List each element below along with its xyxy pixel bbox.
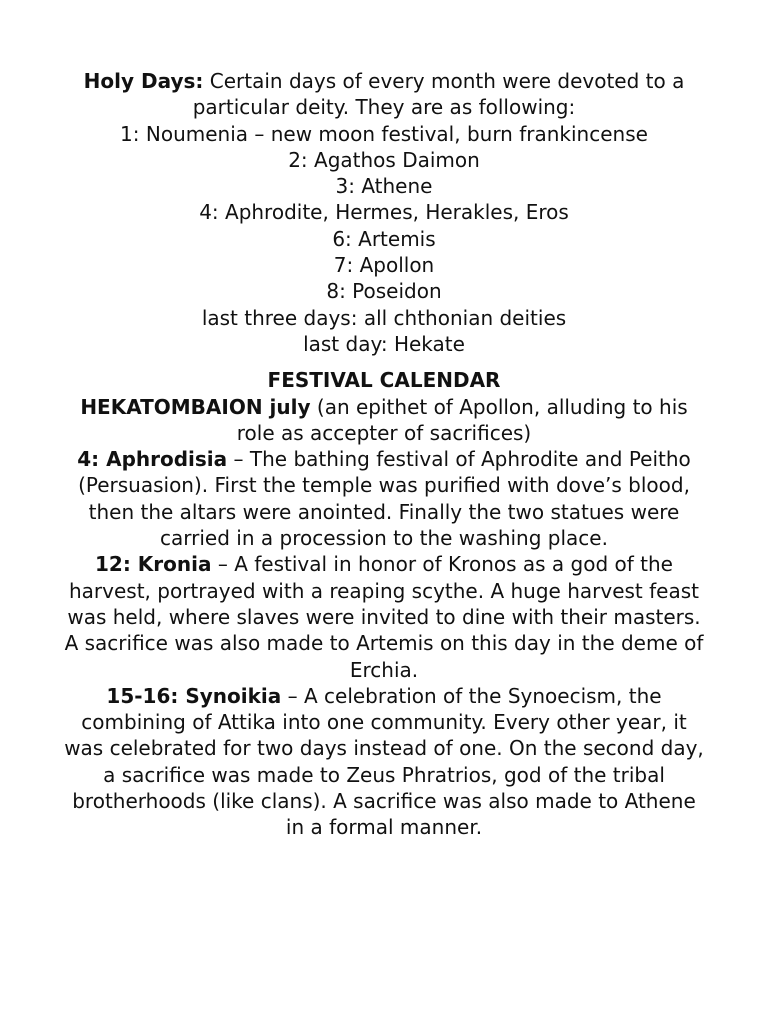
holy-day-item: 7: Apollon [333, 253, 435, 278]
festival-synoikia [60, 683, 708, 841]
holy-day-item: 4: Aphrodite, Hermes, Herakles, Eros [199, 200, 569, 225]
festival-text: – A celebration of the Synoecism, the combining of Attika into one community. Every other year, it was celebrated for two days instead of one. On the second day, a sacrifice was made to Zeus Phratrios, god of the tribal brotherhoods (like clans). A sacrifice was also made to Athene in a formal manner. [64, 683, 704, 840]
holy-days-intro-text: Certain days of every month were devoted to a particular deity. They are as following: [192, 69, 685, 120]
festival-text: – A festival in honor of Kronos as a god of the harvest, portrayed with a reaping scythe. A huge harvest feast was held, where slaves were invited to dine with their masters. A sacrifice was also made to Artemis on this day in the deme of Erchia. [64, 552, 704, 682]
festival-aphrodisia [60, 446, 708, 551]
festival-title: 4: Aphrodisia [77, 447, 228, 472]
festival-title: 15-16: Synoikia [106, 683, 282, 708]
holy-day-item: 6: Artemis [332, 226, 436, 251]
festival-kronia [60, 551, 708, 682]
month-note: (an epithet of Apollon, alluding to his role as accepter of sacrifices) [236, 394, 688, 445]
holy-day-item: last day: Hekate [303, 331, 465, 356]
calendar-heading: FESTIVAL CALENDAR [267, 368, 501, 393]
holy-day-item: 3: Athene [335, 174, 433, 199]
holy-days-intro [60, 68, 708, 121]
holy-days-label: Holy Days: [83, 69, 204, 93]
holy-days-list [60, 121, 708, 358]
month-header [60, 394, 708, 447]
festival-title: 12: Kronia [95, 552, 212, 577]
holy-day-item: 1: Noumenia – new moon festival, burn frankincense [120, 121, 648, 146]
festival-text: – The bathing festival of Aphrodite and Peitho (Persuasion). First the temple was purified with dove’s blood, then the altars were anointed. Finally the two statues were carried in a procession to the washing place. [78, 447, 691, 551]
holy-day-item: 2: Agathos Daimon [288, 147, 480, 172]
month-name: HEKATOMBAION july [80, 394, 311, 419]
holy-day-item: 8: Poseidon [326, 279, 442, 304]
holy-day-item: last three days: all chthonian deities [201, 305, 567, 330]
